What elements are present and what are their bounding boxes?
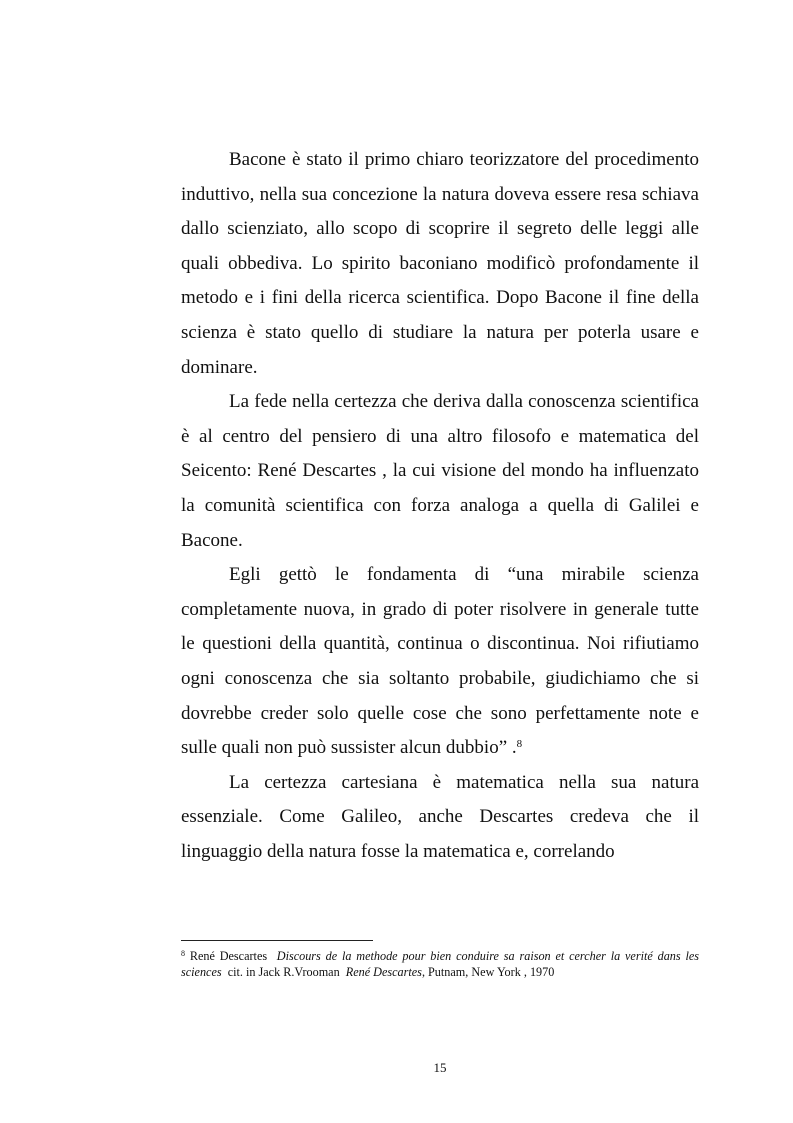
paragraph-certezza: [181, 385, 699, 558]
paragraph-text: La fede nella certezza che deriva dalla conoscenza scientifica è al centro del pensiero di una altro filosofo e matematica del Seicento: René Descartes , la cui visione del mondo ha influenzato la comunità scientifica con forza analoga a quella di Galilei e Bacone.: [181, 391, 699, 551]
footnote-cited-work: René Descartes: [345, 965, 422, 979]
paragraph-matematica: [181, 766, 699, 870]
paragraph-descartes-quote: [181, 558, 699, 766]
footnote-reference[interactable]: 8: [516, 738, 523, 751]
footnote-divider: [181, 940, 373, 941]
footnote-author: René Descartes: [189, 949, 268, 963]
paragraph-bacone: [181, 143, 699, 385]
paragraph-text: Egli gettò le fondamenta di “una mirabile scienza completamente nuova, in grado di poter risolvere in generale tutte le questioni della quantità, continua o discontinua. Noi rifiutiamo ogni conoscenza che sia soltanto probabile, giudichiamo che si dovrebbe creder solo quelle cose che sono perfettamente note e sulle quali non può sussister alcun dubbio” .: [181, 564, 699, 759]
footnote-publisher: , Putnam, New York , 1970: [421, 965, 555, 979]
footnote: [181, 948, 699, 980]
page-number: 15: [433, 1060, 447, 1075]
paragraph-text: Bacone è stato il primo chiaro teorizzatore del procedimento induttivo, nella sua concezione la natura doveva essere resa schiava dallo scienziato, allo scopo di scoprire il segreto delle leggi alle quali obbediva. Lo spirito baconiano modificò profondamente il metodo e i fini della ricerca scientifica. Dopo Bacone il fine della scienza è stato quello di studiare la natura per poterla usare e dominare.: [181, 149, 699, 378]
paragraph-text: La certezza cartesiana è matematica nella sua natura essenziale. Come Galileo, anche Descartes credeva che il linguaggio della natura fosse la matematica e, correlando: [181, 771, 699, 862]
footnote-title: Discours de la methode pour bien conduire sa raison et cercher la verité dans les sciences: [181, 949, 700, 979]
main-text: [181, 143, 699, 869]
footnote-citation: cit. in Jack R.Vrooman: [227, 965, 340, 979]
footnote-number: 8: [181, 949, 185, 958]
